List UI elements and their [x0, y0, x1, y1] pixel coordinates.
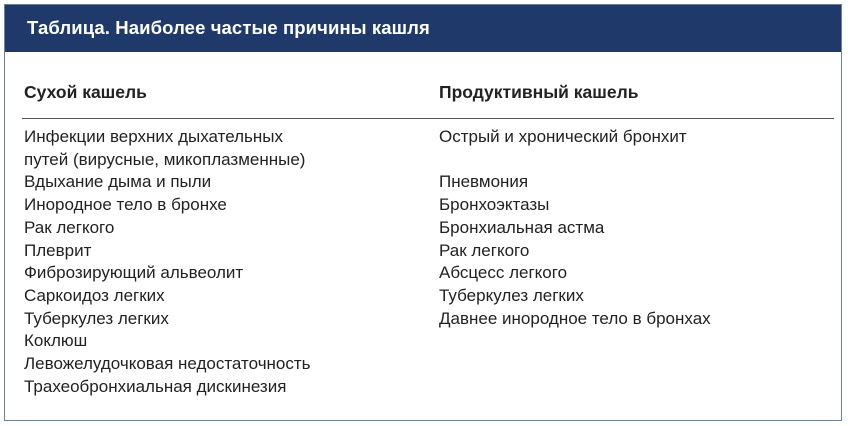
list-spacer	[439, 149, 839, 172]
productive-cough-list	[439, 126, 839, 330]
list-item: Инородное тело в бронхе	[24, 195, 227, 215]
dry-cough-list	[24, 126, 424, 398]
list-item: Рак легкого	[439, 240, 530, 260]
list-item: Рак легкого	[24, 217, 115, 237]
list-item: Плеврит	[24, 240, 92, 260]
list-item: Инфекции верхних дыхательных	[24, 127, 284, 146]
list-item: Бронхиальная астма	[439, 217, 605, 237]
list-item: Бронхоэктазы	[439, 195, 550, 215]
table-title: Таблица. Наиболее частые причины кашля	[5, 5, 841, 52]
list-item: Фиброзирующий альвеолит	[24, 263, 244, 283]
column-header-dry-cough: Сухой кашель	[24, 82, 147, 102]
list-item: путей (вирусные, микоплазменные)	[24, 149, 306, 169]
list-item: Саркоидоз легких	[24, 285, 165, 305]
list-item: Коклюш	[24, 331, 88, 351]
table-frame	[4, 4, 842, 421]
list-item: Туберкулез легких	[24, 308, 169, 328]
list-item: Пневмония	[439, 172, 529, 192]
list-item: Давнее инородное тело в бронхах	[439, 308, 711, 328]
column-header-productive-cough: Продуктивный кашель	[439, 82, 639, 102]
list-item: Трахеобронхиальная дискинезия	[24, 376, 287, 396]
list-item: Вдыхание дыма и пыли	[24, 172, 212, 192]
list-item: Абсцесс легкого	[439, 263, 568, 283]
header-divider	[22, 118, 834, 119]
list-item: Левожелудочковая недостаточность	[24, 354, 311, 374]
list-item: Острый и хронический бронхит	[439, 127, 687, 146]
list-item: Туберкулез легких	[439, 285, 584, 305]
